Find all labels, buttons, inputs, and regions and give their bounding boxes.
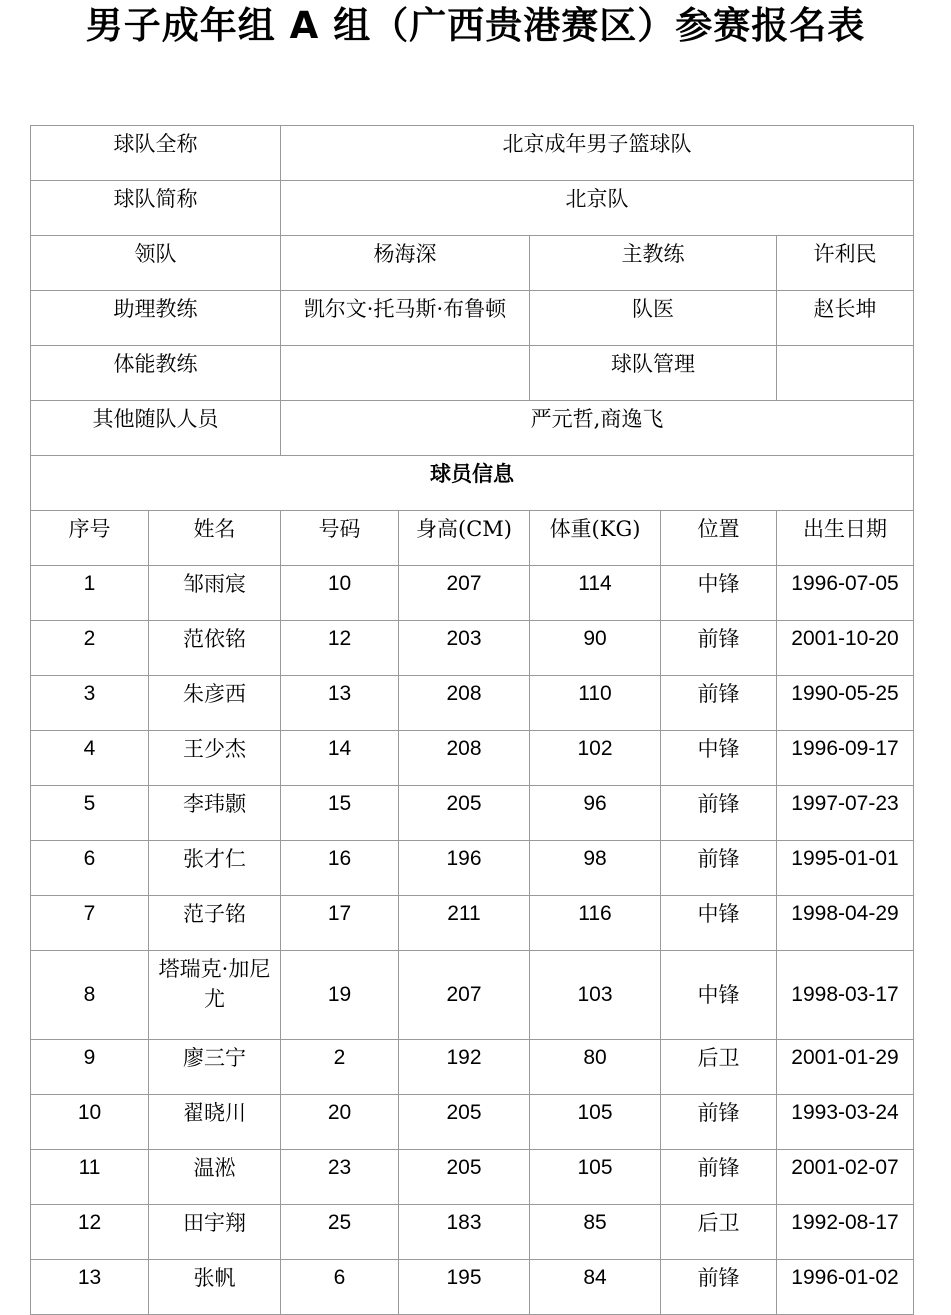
fitness-coach-label: 体能教练 (31, 346, 281, 401)
player-birth-cell: 1990-05-25 (777, 676, 914, 731)
table-row (31, 1205, 914, 1260)
player-weight-cell: 114 (530, 566, 661, 621)
player-no-cell: 13 (31, 1260, 149, 1315)
team-doctor-value: 赵长坤 (777, 291, 914, 346)
table-row (31, 1040, 914, 1095)
other-staff-row (31, 401, 914, 456)
table-row (31, 841, 914, 896)
player-height-cell: 203 (399, 621, 530, 676)
player-weight-cell: 98 (530, 841, 661, 896)
other-staff-value: 严元哲,商逸飞 (281, 401, 914, 456)
table-row (31, 1095, 914, 1150)
player-no-cell: 9 (31, 1040, 149, 1095)
player-weight-cell: 116 (530, 896, 661, 951)
player-height-cell: 192 (399, 1040, 530, 1095)
table-row (31, 621, 914, 676)
player-position-cell: 后卫 (661, 1040, 777, 1095)
players-section-row (31, 456, 914, 511)
table-row (31, 1150, 914, 1205)
player-number-cell: 23 (281, 1150, 399, 1205)
leader-value: 杨海深 (281, 236, 530, 291)
player-birth-cell: 1996-09-17 (777, 731, 914, 786)
player-height-cell: 205 (399, 1150, 530, 1205)
players-section-title: 球员信息 (31, 456, 914, 511)
player-number-cell: 12 (281, 621, 399, 676)
player-name-cell: 廖三宁 (149, 1040, 281, 1095)
player-birth-cell: 2001-01-29 (777, 1040, 914, 1095)
player-number-cell: 16 (281, 841, 399, 896)
table-row (31, 951, 914, 1040)
player-weight-cell: 105 (530, 1095, 661, 1150)
player-weight-cell: 85 (530, 1205, 661, 1260)
player-weight-cell: 110 (530, 676, 661, 731)
player-position-cell: 中锋 (661, 566, 777, 621)
player-position-cell: 前锋 (661, 1260, 777, 1315)
player-no-cell: 3 (31, 676, 149, 731)
player-number-cell: 2 (281, 1040, 399, 1095)
team-short-name-label: 球队简称 (31, 181, 281, 236)
player-name-cell: 王少杰 (149, 731, 281, 786)
player-position-cell: 后卫 (661, 1205, 777, 1260)
player-height-cell: 211 (399, 896, 530, 951)
player-number-cell: 6 (281, 1260, 399, 1315)
team-full-name-label: 球队全称 (31, 126, 281, 181)
table-row (31, 731, 914, 786)
player-birth-cell: 1996-07-05 (777, 566, 914, 621)
player-number-cell: 20 (281, 1095, 399, 1150)
player-weight-cell: 105 (530, 1150, 661, 1205)
player-weight-cell: 84 (530, 1260, 661, 1315)
player-position-cell: 前锋 (661, 1095, 777, 1150)
player-name-cell: 田宇翔 (149, 1205, 281, 1260)
player-number-cell: 25 (281, 1205, 399, 1260)
player-birth-cell: 2001-10-20 (777, 621, 914, 676)
player-position-cell: 中锋 (661, 896, 777, 951)
column-header: 体重(KG) (530, 511, 661, 566)
player-name-cell: 温淞 (149, 1150, 281, 1205)
column-header: 身高(CM) (399, 511, 530, 566)
assistant-coach-label: 助理教练 (31, 291, 281, 346)
table-row (31, 1260, 914, 1315)
player-height-cell: 183 (399, 1205, 530, 1260)
player-weight-cell: 96 (530, 786, 661, 841)
head-coach-value: 许利民 (777, 236, 914, 291)
player-height-cell: 208 (399, 731, 530, 786)
player-birth-cell: 1998-03-17 (777, 951, 914, 1040)
player-number-cell: 19 (281, 951, 399, 1040)
team-short-name-row (31, 181, 914, 236)
player-position-cell: 中锋 (661, 951, 777, 1040)
player-weight-cell: 103 (530, 951, 661, 1040)
player-birth-cell: 1993-03-24 (777, 1095, 914, 1150)
player-no-cell: 1 (31, 566, 149, 621)
player-name-cell: 朱彦西 (149, 676, 281, 731)
column-header-row (31, 511, 914, 566)
player-name-cell: 范依铭 (149, 621, 281, 676)
player-weight-cell: 90 (530, 621, 661, 676)
player-no-cell: 6 (31, 841, 149, 896)
player-number-cell: 13 (281, 676, 399, 731)
player-birth-cell: 1996-01-02 (777, 1260, 914, 1315)
player-name-cell: 张才仁 (149, 841, 281, 896)
player-no-cell: 11 (31, 1150, 149, 1205)
player-height-cell: 207 (399, 951, 530, 1040)
player-no-cell: 8 (31, 951, 149, 1040)
player-height-cell: 208 (399, 676, 530, 731)
player-position-cell: 前锋 (661, 786, 777, 841)
player-no-cell: 7 (31, 896, 149, 951)
table-row (31, 676, 914, 731)
player-height-cell: 205 (399, 786, 530, 841)
team-doctor-label: 队医 (530, 291, 777, 346)
leader-label: 领队 (31, 236, 281, 291)
column-header: 出生日期 (777, 511, 914, 566)
player-position-cell: 前锋 (661, 676, 777, 731)
column-header: 姓名 (149, 511, 281, 566)
team-manager-value (777, 346, 914, 401)
player-no-cell: 5 (31, 786, 149, 841)
column-header: 号码 (281, 511, 399, 566)
player-birth-cell: 1998-04-29 (777, 896, 914, 951)
table-row (31, 566, 914, 621)
player-position-cell: 前锋 (661, 1150, 777, 1205)
assistant-coach-value: 凯尔文·托马斯·布鲁顿 (281, 291, 530, 346)
player-name-cell: 邹雨宸 (149, 566, 281, 621)
team-full-name-row (31, 126, 914, 181)
player-no-cell: 10 (31, 1095, 149, 1150)
table-row (31, 896, 914, 951)
column-header: 序号 (31, 511, 149, 566)
player-number-cell: 17 (281, 896, 399, 951)
assistant-row (31, 291, 914, 346)
player-birth-cell: 1992-08-17 (777, 1205, 914, 1260)
player-birth-cell: 1995-01-01 (777, 841, 914, 896)
team-manager-label: 球队管理 (530, 346, 777, 401)
player-height-cell: 205 (399, 1095, 530, 1150)
player-birth-cell: 1997-07-23 (777, 786, 914, 841)
column-header: 位置 (661, 511, 777, 566)
player-no-cell: 12 (31, 1205, 149, 1260)
player-height-cell: 196 (399, 841, 530, 896)
player-number-cell: 14 (281, 731, 399, 786)
player-position-cell: 中锋 (661, 731, 777, 786)
team-full-name-value: 北京成年男子篮球队 (281, 126, 914, 181)
player-name-cell: 塔瑞克·加尼尤 (149, 951, 281, 1040)
player-birth-cell: 2001-02-07 (777, 1150, 914, 1205)
other-staff-label: 其他随队人员 (31, 401, 281, 456)
registration-table (30, 125, 914, 1315)
player-name-cell: 张帆 (149, 1260, 281, 1315)
player-weight-cell: 80 (530, 1040, 661, 1095)
player-name-cell: 李玮颢 (149, 786, 281, 841)
head-coach-label: 主教练 (530, 236, 777, 291)
player-no-cell: 4 (31, 731, 149, 786)
page-title: 男子成年组 A 组（广西贵港赛区）参赛报名表 (85, 4, 866, 47)
player-position-cell: 前锋 (661, 841, 777, 896)
player-height-cell: 195 (399, 1260, 530, 1315)
fitness-row (31, 346, 914, 401)
team-short-name-value: 北京队 (281, 181, 914, 236)
table-row (31, 786, 914, 841)
player-height-cell: 207 (399, 566, 530, 621)
player-no-cell: 2 (31, 621, 149, 676)
fitness-coach-value (281, 346, 530, 401)
player-number-cell: 15 (281, 786, 399, 841)
player-number-cell: 10 (281, 566, 399, 621)
player-weight-cell: 102 (530, 731, 661, 786)
player-position-cell: 前锋 (661, 621, 777, 676)
player-name-cell: 范子铭 (149, 896, 281, 951)
leader-row (31, 236, 914, 291)
player-name-cell: 翟晓川 (149, 1095, 281, 1150)
